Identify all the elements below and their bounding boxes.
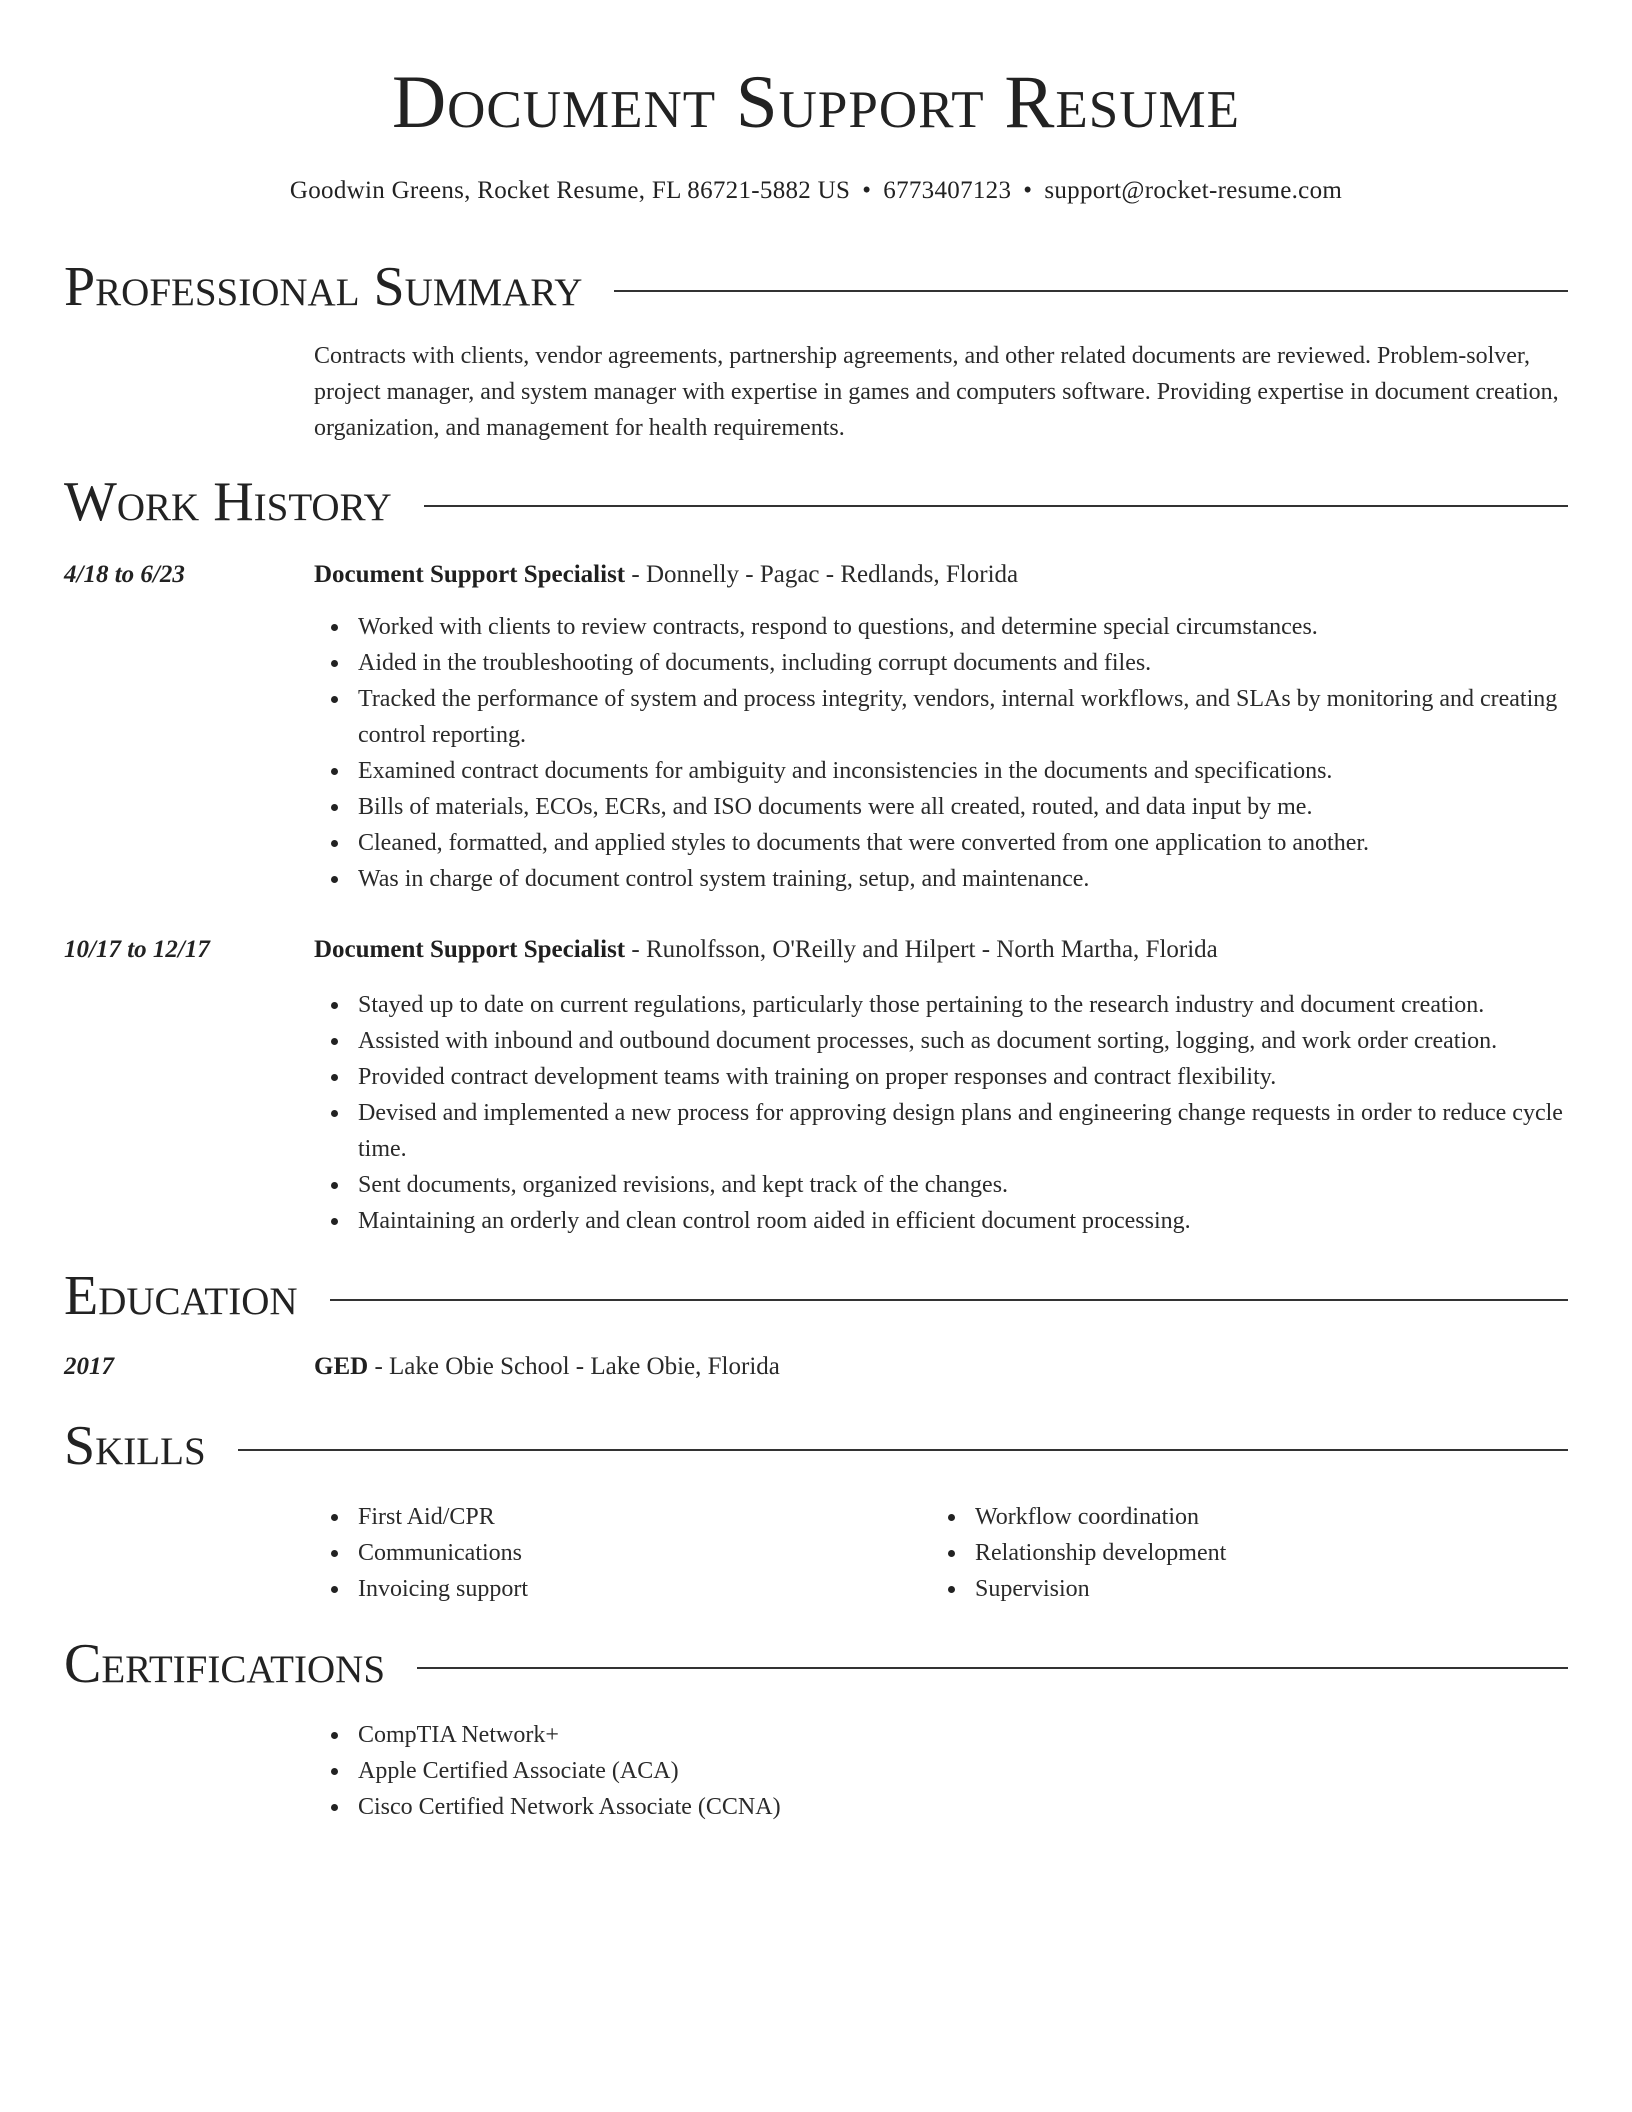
list-item: Worked with clients to review contracts, respond to questions, and determine special circumstances. xyxy=(358,609,1614,645)
contact-phone: 6773407123 xyxy=(883,177,1012,204)
education-details: - Lake Obie School - Lake Obie, Florida xyxy=(368,1353,780,1380)
section-divider xyxy=(424,505,1568,507)
list-item: Sent documents, organized revisions, and kept track of the changes. xyxy=(358,1167,1614,1203)
section-divider xyxy=(330,1299,1568,1301)
section-title-work-history: Work History xyxy=(64,471,392,533)
contact-separator: • xyxy=(862,177,872,204)
list-item: Cleaned, formatted, and applied styles to documents that were converted from one application to another. xyxy=(358,825,1614,861)
job-heading xyxy=(314,558,1018,592)
section-title-skills: Skills xyxy=(64,1415,206,1477)
section-divider xyxy=(417,1667,1568,1669)
list-item: Devised and implemented a new process for approving design plans and engineering change requests in order to reduce cycle time. xyxy=(358,1095,1614,1167)
job-bullet-list xyxy=(314,609,1614,897)
skills-list-right xyxy=(931,1499,1595,1607)
job-bullet-list xyxy=(314,987,1614,1239)
section-header-certifications xyxy=(64,1629,1568,1699)
list-item: Supervision xyxy=(975,1571,1595,1607)
list-item: Relationship development xyxy=(975,1535,1595,1571)
education-degree: GED xyxy=(314,1353,369,1380)
list-item: Assisted with inbound and outbound document processes, such as document sorting, logging, and work order creation. xyxy=(358,1023,1614,1059)
job-dates: 4/18 to 6/23 xyxy=(64,561,185,588)
list-item: Aided in the troubleshooting of documents, including corrupt documents and files. xyxy=(358,645,1614,681)
summary-text: Contracts with clients, vendor agreements, partnership agreements, and other related documents are reviewed. Problem-solver, project manager, and system manager with expertise in games and computers software. Providing expertise in document creation, organization, and management for health requirements. xyxy=(314,343,1559,441)
resume-title: Document Support Resume xyxy=(391,61,1241,144)
education-year: 2017 xyxy=(64,1353,114,1380)
education-heading xyxy=(314,1350,780,1384)
job-role: Document Support Specialist xyxy=(314,561,626,588)
list-item: Communications xyxy=(358,1535,918,1571)
skills-list-left xyxy=(314,1499,918,1607)
list-item: Was in charge of document control system training, setup, and maintenance. xyxy=(358,861,1614,897)
list-item: Invoicing support xyxy=(358,1571,918,1607)
section-divider xyxy=(614,290,1568,292)
section-header-summary xyxy=(64,252,1568,322)
section-header-skills xyxy=(64,1411,1568,1481)
list-item: Provided contract development teams with training on proper responses and contract flexibility. xyxy=(358,1059,1614,1095)
job-details: - Runolfsson, O'Reilly and Hilpert - North Martha, Florida xyxy=(625,936,1218,963)
list-item: Tracked the performance of system and process integrity, vendors, internal workflows, and SLAs by monitoring and creating control reporting. xyxy=(358,681,1614,753)
job-heading xyxy=(314,933,1218,967)
section-divider xyxy=(238,1449,1568,1451)
list-item: Stayed up to date on current regulations, particularly those pertaining to the research industry and document creation. xyxy=(358,987,1614,1023)
job-role: Document Support Specialist xyxy=(314,936,626,963)
list-item: CompTIA Network+ xyxy=(358,1717,1614,1753)
list-item: First Aid/CPR xyxy=(358,1499,918,1535)
job-details: - Donnelly - Pagac - Redlands, Florida xyxy=(625,561,1019,588)
list-item: Maintaining an orderly and clean control room aided in efficient document processing. xyxy=(358,1203,1614,1239)
section-title-summary: Professional Summary xyxy=(64,256,583,318)
section-header-work-history xyxy=(64,467,1568,537)
contact-line xyxy=(0,175,1632,207)
contact-address: Goodwin Greens, Rocket Resume, FL 86721-5882 US xyxy=(289,177,851,204)
contact-separator: • xyxy=(1023,177,1033,204)
contact-email: support@rocket-resume.com xyxy=(1044,177,1343,204)
job-dates: 10/17 to 12/17 xyxy=(64,936,210,963)
list-item: Cisco Certified Network Associate (CCNA) xyxy=(358,1789,1614,1825)
list-item: Workflow coordination xyxy=(975,1499,1595,1535)
list-item: Bills of materials, ECOs, ECRs, and ISO documents were all created, routed, and data input by me. xyxy=(358,789,1614,825)
list-item: Apple Certified Associate (ACA) xyxy=(358,1753,1614,1789)
section-title-certifications: Certifications xyxy=(64,1633,386,1695)
section-title-education: Education xyxy=(64,1265,298,1327)
certifications-list xyxy=(314,1717,1614,1825)
section-header-education xyxy=(64,1261,1568,1331)
list-item: Examined contract documents for ambiguity and inconsistencies in the documents and specifications. xyxy=(358,753,1614,789)
